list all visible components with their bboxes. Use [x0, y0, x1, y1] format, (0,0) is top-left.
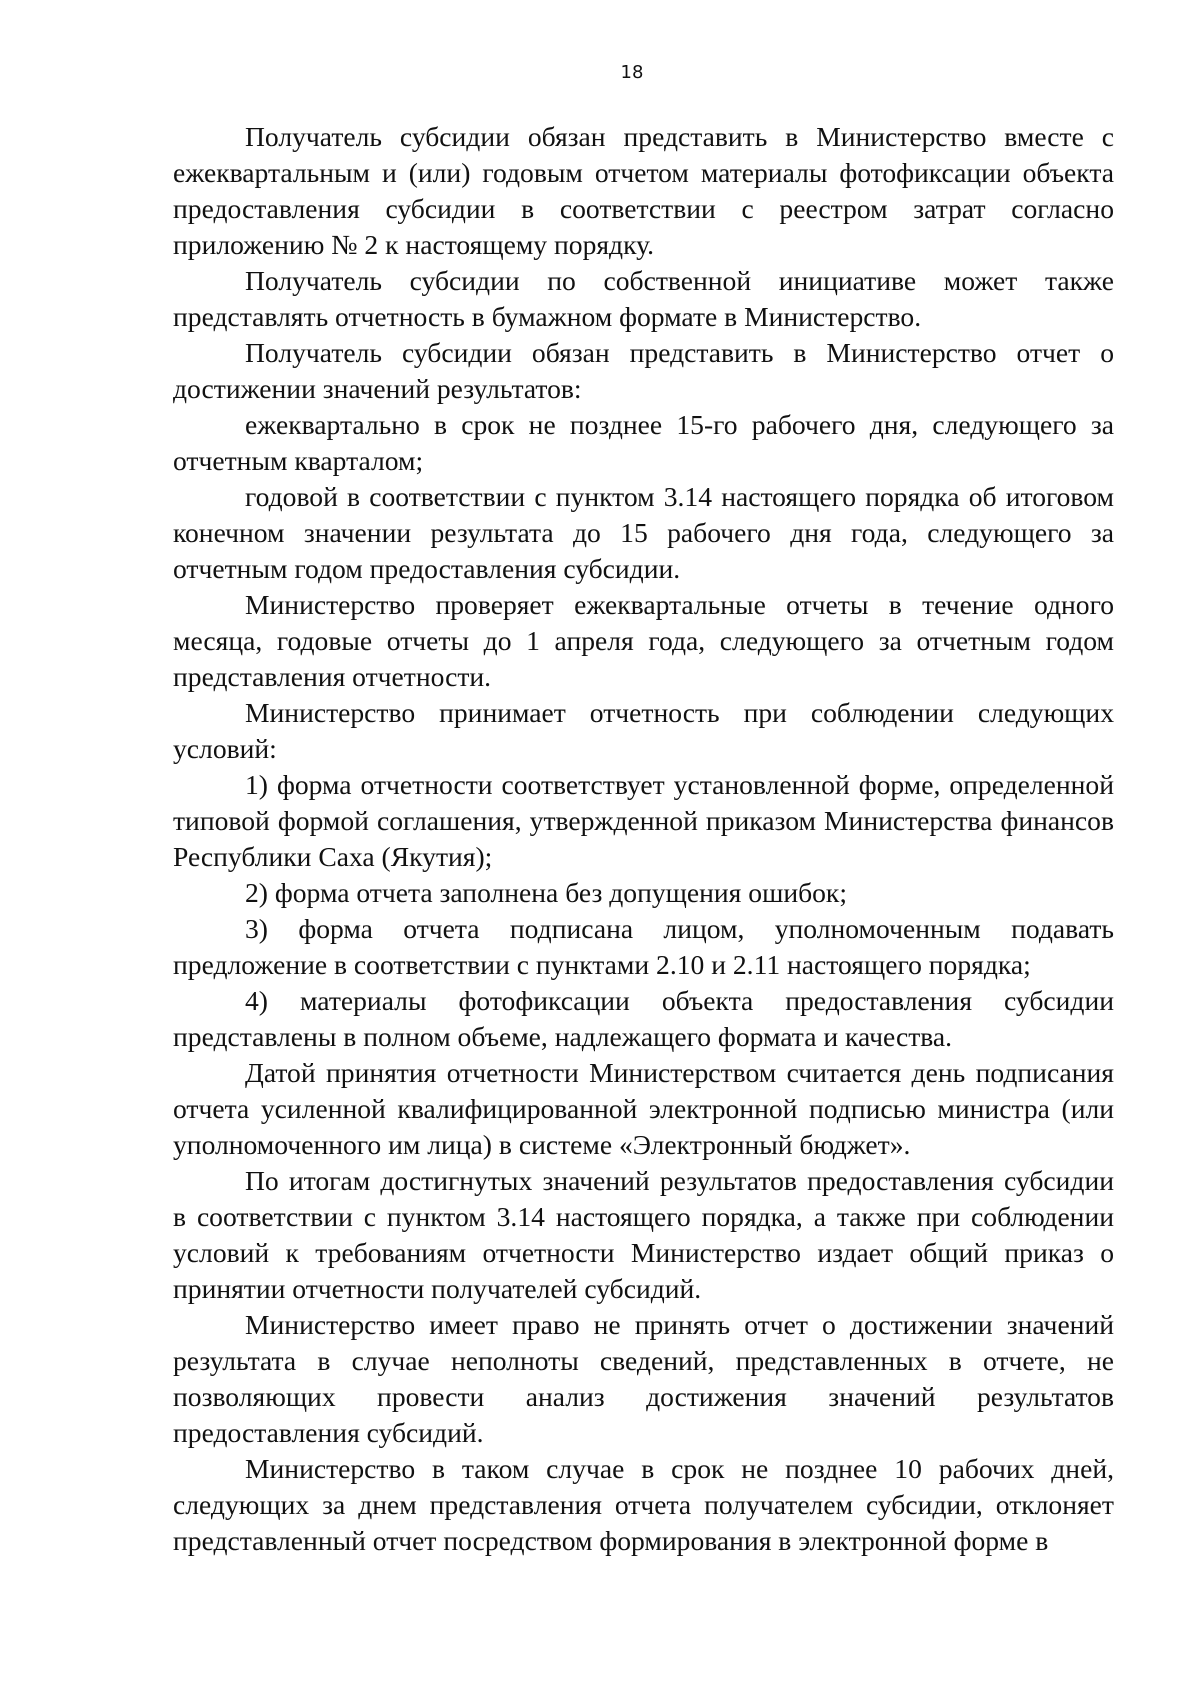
- paragraph: 1) форма отчетности соответствует установленной форме, определенной типовой формой соглашения, утвержденной приказом Министерства финансов Республики Саха (Якутия);: [173, 769, 1114, 872]
- paragraph: 4) материалы фотофиксации объекта предоставления субсидии представлены в полном объеме, надлежащего формата и качества.: [173, 985, 1114, 1052]
- paragraph: 2) форма отчета заполнена без допущения ошибок;: [245, 877, 847, 908]
- paragraph: 3) форма отчета подписана лицом, уполномоченным подавать предложение в соответствии с пунктами 2.10 и 2.11 настоящего порядка;: [173, 913, 1114, 980]
- paragraph: годовой в соответствии с пунктом 3.14 настоящего порядка об итоговом конечном значении результата до 15 рабочего дня года, следующего за отчетным годом предоставления субсидии.: [173, 481, 1114, 584]
- paragraph: Получатель субсидии обязан представить в Министерство отчет о достижении значений результатов:: [173, 337, 1114, 404]
- paragraph: Получатель субсидии обязан представить в Министерство вместе с ежеквартальным и (или) годовым отчетом материалы фотофиксации объекта предоставления субсидии в соответствии с реестром затрат согласно приложению № 2 к настоящему порядку.: [173, 121, 1114, 260]
- paragraph: Министерство проверяет ежеквартальные отчеты в течение одного месяца, годовые отчеты до 1 апреля года, следующего за отчетным годом представления отчетности.: [173, 589, 1114, 692]
- page-number: 18: [620, 62, 644, 83]
- paragraph: Министерство принимает отчетность при соблюдении следующих условий:: [173, 697, 1114, 764]
- document-body: [173, 119, 1114, 1559]
- paragraph: Датой принятия отчетности Министерством считается день подписания отчета усиленной квалифицированной электронной подписью министра (или уполномоченного им лица) в системе «Электронный бюджет».: [173, 1057, 1114, 1160]
- paragraph: Министерство имеет право не принять отчет о достижении значений результата в случае неполноты сведений, представленных в отчете, не позволяющих провести анализ достижения значений результатов предоставления субсидий.: [173, 1309, 1114, 1448]
- paragraph: Министерство в таком случае в срок не позднее 10 рабочих дней, следующих за днем представления отчета получателем субсидии, отклоняет представленный отчет посредством формирования в электронной форме в: [173, 1453, 1114, 1556]
- paragraph: ежеквартально в срок не позднее 15-го рабочего дня, следующего за отчетным кварталом;: [173, 409, 1114, 476]
- paragraph: Получатель субсидии по собственной инициативе может также представлять отчетность в бумажном формате в Министерство.: [173, 265, 1114, 332]
- paragraph: По итогам достигнутых значений результатов предоставления субсидии в соответствии с пунктом 3.14 настоящего порядка, а также при соблюдении условий к требованиям отчетности Министерство издает общий приказ о принятии отчетности получателей субсидий.: [173, 1165, 1114, 1304]
